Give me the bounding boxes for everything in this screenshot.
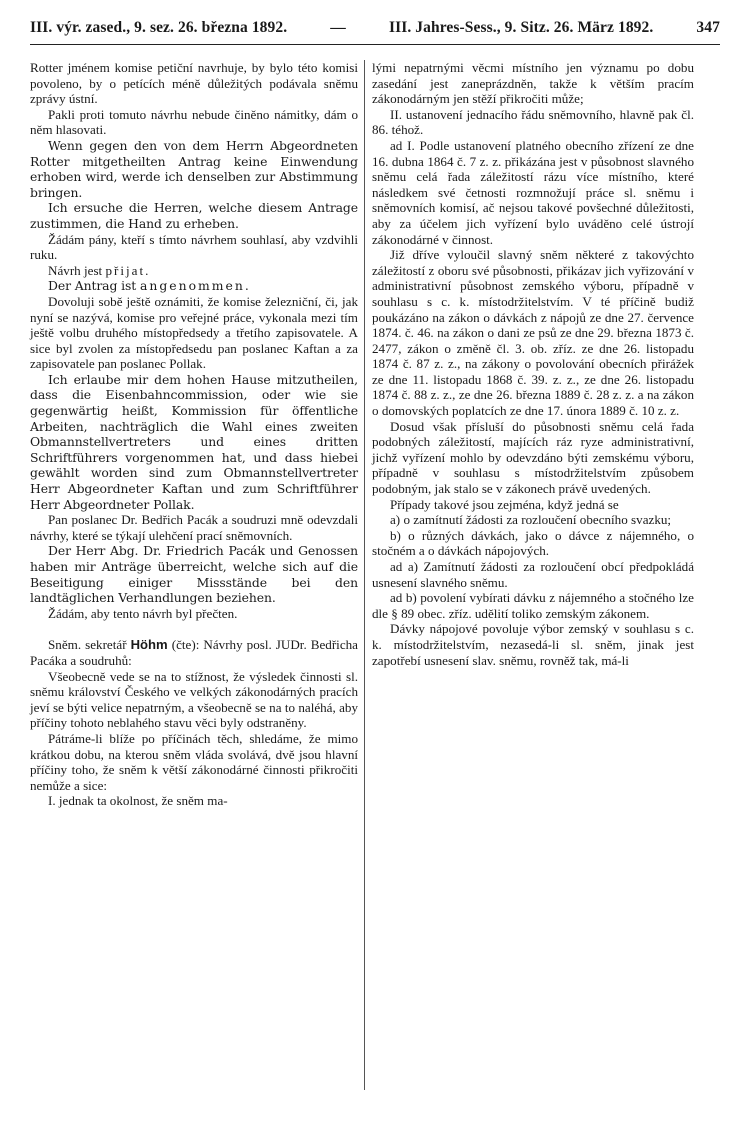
paragraph-german: Der Herr Abg. Dr. Friedrich Pacák und Genossen haben mir Anträge überreicht, welche sich auf die Beseitigung einiger Missstände bei den landtäglichen Verhandlungen beziehen. bbox=[30, 543, 358, 606]
spaced-text: přijat. bbox=[105, 262, 151, 278]
paragraph: Rotter jménem komise petiční navrhuje, by bylo této komisi povoleno, by o petících méně důležitých podávala sněmu zprávy ústní. bbox=[30, 60, 358, 107]
speaker-name: Höhm bbox=[130, 637, 168, 653]
paragraph bbox=[30, 263, 358, 279]
spaced-text: angenommen. bbox=[139, 278, 251, 294]
paragraph: ad a) Zamítnutí žádosti za rozloučení obcí předpokládá usnesení slavného sněmu. bbox=[372, 559, 694, 590]
page-number: 347 bbox=[696, 19, 720, 36]
page-header bbox=[30, 14, 720, 42]
paragraph: Dávky nápojové povoluje výbor zemský v souhlasu s c. k. místodržitelstvím, nezasedá-li sl. sněm, jinak jest zapotřebí usnesení slav. sněmu, rovněž tak, má-li bbox=[372, 621, 694, 668]
paragraph: Všeobecně vede se na to stížnost, že výsledek činnosti sl. sněmu království Českého ve velkých zákonodárných pracích jeví se býti velice nepatrným, a všeobecně se na to naléhá, aby příčiny tohoto neblahého stavu věci byly odstraněny. bbox=[30, 668, 358, 731]
right-column bbox=[372, 60, 694, 668]
paragraph: lými nepatrnými věcmi místního jen významu po dobu zasedání jest zaneprázdněn, takže k větším pracím zákonodárným jen stěží přikročiti může; bbox=[372, 60, 694, 107]
paragraph: Dovoluji sobě ještě oznámiti, že komise železniční, či, jak nyní se nazývá, komise pro veřejné práce, vykonala mezi tím ještě volbu druhého místopředsedy a třetího zapisovatele. A sice byl zvolen za místopředsedu pan poslanec Kaftan a za zapisovatele pan poslanec Pollak. bbox=[30, 293, 358, 372]
paragraph bbox=[30, 637, 358, 668]
list-item: a) o zamítnutí žádosti za rozloučení obecního svazku; bbox=[390, 512, 672, 528]
paragraph-german bbox=[30, 278, 358, 294]
paragraph: Případy takové jsou zejména, když jedná se bbox=[390, 496, 619, 512]
paragraph-german: Ich ersuche die Herren, welche diesem Antrage zustimmen, die Hand zu erheben. bbox=[30, 200, 358, 231]
paragraph: Pan poslanec Dr. Bedřich Pacák a soudruzi mně odevzdali návrhy, které se týkají ulehčení prací sněmovních. bbox=[30, 512, 358, 543]
paragraph: Pátráme-li blíže po příčinách těch, shledáme, že mimo krátkou dobu, na kterou sněm vláda svolává, dvě jsou hlavní příčiny toho, že sněm k větší zákonodárné činnosti přikročiti nemůže a sice: bbox=[30, 730, 358, 793]
header-dash: — bbox=[330, 19, 346, 36]
paragraph-german: Wenn gegen den von dem Herrn Abgeordneten Rotter mitgetheilten Antrag keine Einwendung erhoben wird, werde ich denselben zur Abstimmung bringen. bbox=[30, 137, 358, 200]
paragraph: ad I. Podle ustanovení platného obecního zřízení ze dne 16. dubna 1864 č. 7 z. z. přikázána jest v působnost slavného sněmu celá řada záležitostí rázu více místního, které následkem své četnosti rozmnožují práce sl. sněmu i sněmovních komisí, ač nejsou takové povšechné důležitosti, aby za účelem jich vyřízení bylo uváděno celé ústrojí zákonodárné v činnost. bbox=[372, 137, 694, 247]
paragraph: Pakli proti tomuto návrhu nebude činěno námitky, dám o něm hlasovati. bbox=[30, 106, 358, 138]
text: Sněm. sekretář bbox=[48, 637, 127, 653]
paragraph: ad b) povolení vybírati dávku z nájemného a stočného lze dle § 89 obec. zříz. udělití toliko zemským zákonem. bbox=[372, 590, 694, 621]
column-divider bbox=[364, 60, 365, 1090]
paragraph: I. jednak ta okolnost, že sněm ma- bbox=[48, 793, 228, 809]
paragraph-german: Ich erlaube mir dem hohen Hause mitzutheilen, dass die Eisenbahncommission, oder wie sie gegenwärtig heißt, Kommission für öffentliche Arbeiten, nachträglich die Wahl eines zweiten Obmannstellvertreters und eines dritten Schriftführers vorgenommen hat, und dass hiebei gewählt worden sind zum Obmannstellvertreter Herr Abgeordneter Kaftan und zum Schriftführer Herr Abgeordneter Pollak. bbox=[30, 371, 358, 512]
list-item: b) o různých dávkách, jako o dávce z nájemného, o stočném a o dávkách nápojových. bbox=[372, 527, 694, 559]
paragraph: II. ustanovení jednacího řádu sněmovního, hlavně pak čl. 86. téhož. bbox=[372, 106, 694, 138]
paragraph: Žádám pány, kteří s tímto návrhem souhlasí, aby vzdvihli ruku. bbox=[30, 231, 358, 263]
text: (čte): Návrhy posl. JUDr. Bedřicha Pacáka a soudruhů: bbox=[30, 637, 358, 668]
text: Der Antrag ist bbox=[48, 278, 137, 294]
paragraph: Dosud však přísluší do působnosti sněmu celá řada podobných záležitostí, majících ráz ryze administrativní, jichž vyřízení mohlo by odevzdáno býti zemskému výboru, případně v souhlasu s místodržitelstvím způsobem podobným, jak stalo se v zákonech právě uvedených. bbox=[372, 418, 694, 497]
paragraph: Žádám, aby tento návrh byl přečten. bbox=[48, 605, 238, 621]
left-column bbox=[30, 60, 358, 809]
header-rule bbox=[30, 44, 720, 45]
paragraph: Již dříve vyloučil slavný sněm některé z takovýchto záležitostí z oboru své působnosti, přikázav jich vyřizování v administrativní působnost zemského výboru, případně v souhlasu s c. k. místodržitelstvím. V té příčině budiž poukázáno na zákon o dávkách z nápojů ze dne 27. července 1874. č. 46. na zákon o dani ze psů ze dne 29. března 1873 č. 2477, zákon o změně čl. 3. ob. zříz. ze dne 26. listopadu 1874 č. 87 z. z., na zákony o povolování obecních přirážek ze dne 11. listopadu 1868 č. 39. z. z., ze dne 26. listopadu 1874 č. 88 z. z., ze dne 26. března 1889 č. 28 z. z. a na zákon o domovských poplatcích ze dne 17. února 1889 č. 10 z. z. bbox=[372, 247, 694, 419]
header-right: III. Jahres-Sess., 9. Sitz. 26. März 1892. bbox=[388, 19, 654, 36]
text: Návrh jest bbox=[48, 262, 103, 278]
header-left: III. výr. zased., 9. sez. 26. března 1892. bbox=[30, 19, 288, 36]
